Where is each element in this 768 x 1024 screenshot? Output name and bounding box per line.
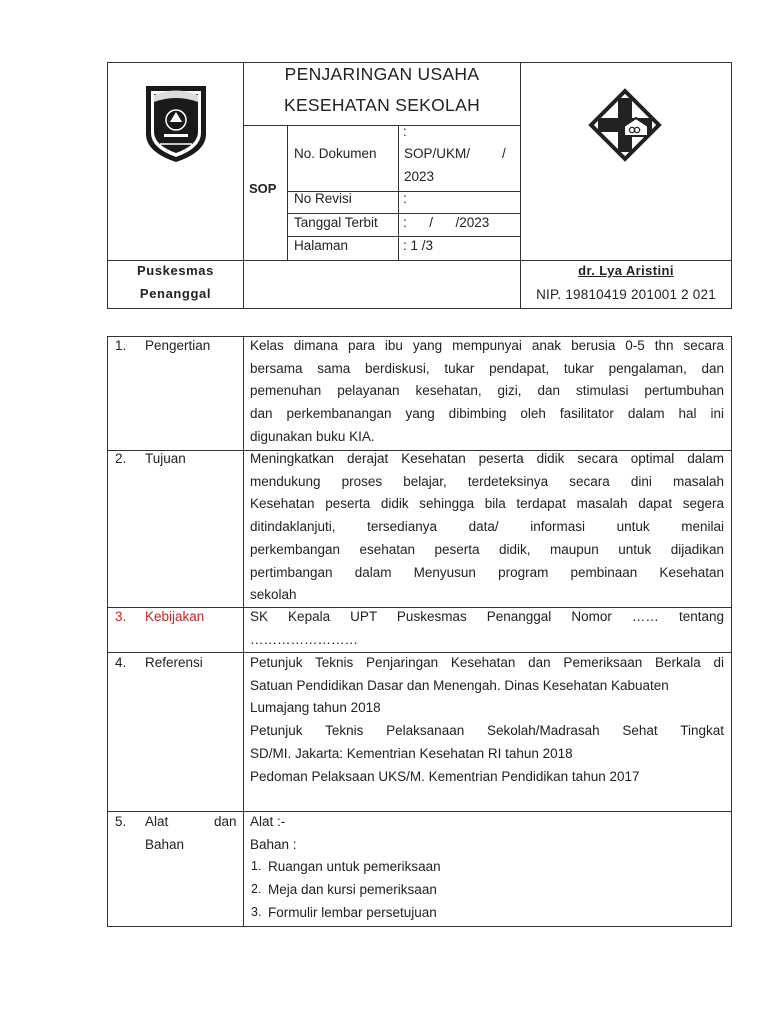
signer-nip: NIP. 19810419 201001 2 021	[536, 287, 716, 302]
field-value-halaman: : 1 /3	[403, 238, 434, 253]
list-item: Formulir lembar persetujuan	[268, 905, 437, 920]
section-title-alat: Alat	[145, 814, 169, 829]
body-line: Pedoman Pelaksaan UKS/M. Kementrian Pendidikan tahun 2017	[250, 768, 640, 784]
org-name-line1: Puskesmas	[137, 263, 214, 278]
section-body	[250, 335, 724, 449]
field-value-no-dokumen-year: 2023	[404, 169, 435, 184]
alat-label: Alat :-	[250, 814, 286, 829]
field-value-no-revisi: :	[403, 191, 407, 206]
field-value-no-dokumen-slash: /	[502, 146, 506, 161]
puskesmas-logo-icon	[588, 88, 662, 162]
section-number: 3.	[115, 609, 127, 624]
section-number: 4.	[115, 655, 127, 670]
body-line: Petunjuk Teknis Pelaksanaan Sekolah/Madrasah Sehat Tingkat	[250, 723, 724, 739]
body-line: perkembangan esehatan peserta didik, maupun untuk dijadikan	[250, 541, 724, 557]
section-title: Tujuan	[145, 451, 186, 466]
section-title-bahan: Bahan	[145, 837, 185, 852]
body-line: Kelas dimana para ibu yang mempunyai anak berusia 0-5 thn secara	[250, 338, 724, 353]
body-line: bersama sama berdiskusi, tukar pendapat, tukar pengalaman, dan	[250, 360, 724, 376]
body-line: Meningkatkan derajat Kesehatan peserta didik secara optimal dalam	[250, 451, 724, 466]
list-item: Meja dan kursi pemeriksaan	[268, 882, 437, 897]
page-title-line2: KESEHATAN SEKOLAH	[283, 95, 481, 115]
signer-name: dr. Lya Aristini	[578, 263, 674, 278]
section-body	[250, 652, 724, 788]
field-label-tanggal-terbit: Tanggal Terbit	[294, 215, 378, 230]
regency-logo-icon	[140, 82, 212, 164]
field-value-no-dokumen: SOP/UKM/	[404, 146, 471, 161]
list-item-number: 2.	[251, 882, 262, 896]
section-number: 1.	[115, 338, 127, 353]
org-name-line2: Penanggal	[139, 286, 212, 301]
sop-label: SOP	[249, 181, 277, 196]
body-line: ditindaklanjuti, tersedianya data/ informasi untuk menilai	[250, 519, 724, 535]
body-line: Petunjuk Teknis Penjaringan Kesehatan dan Pemeriksaan Berkala di	[250, 655, 724, 670]
body-line: Satuan Pendidikan Dasar dan Menengah. Dinas Kesehatan Kabuaten	[250, 677, 669, 693]
section-title-dan: dan	[214, 814, 237, 829]
page-title-line1: PENJARINGAN USAHA	[284, 64, 480, 84]
list-item: Ruangan untuk pemeriksaan	[268, 859, 441, 874]
body-line: pertimbangan dalam Menyusun program pembinaan Kesehatan	[250, 564, 724, 580]
body-line: ……………………	[250, 631, 358, 647]
field-value-tanggal-terbit: : / /2023	[403, 215, 490, 230]
section-body	[250, 606, 724, 651]
list-item-number: 3.	[251, 905, 262, 919]
section-title: Pengertian	[145, 338, 211, 353]
body-line: SK Kepala UPT Puskesmas Penanggal Nomor …… tentang	[250, 609, 724, 624]
body-line: pemenuhan pelayanan kesehatan, gizi, dan stimulasi pertumbuhan	[250, 383, 724, 399]
body-line: mendukung proses belajar, terdeteksinya secara dini masalah	[250, 473, 724, 489]
field-value-no-dokumen-colon: :	[403, 124, 407, 139]
section-number: 2.	[115, 451, 127, 466]
list-item-number: 1.	[251, 859, 262, 873]
body-line: sekolah	[250, 587, 297, 603]
field-label-no-revisi: No Revisi	[294, 191, 352, 206]
body-line: Lumajang tahun 2018	[250, 700, 381, 716]
field-label-no-dokumen: No. Dokumen	[294, 146, 377, 161]
bahan-label: Bahan :	[250, 837, 297, 852]
body-line: Kesehatan peserta didik sehingga bila terdapat masalah dapat segera	[250, 496, 724, 512]
section-title: Referensi	[145, 655, 203, 670]
body-line: digunakan buku KIA.	[250, 428, 375, 444]
section-number: 5.	[115, 814, 127, 829]
body-line: dan perkembanangan yang dibimbing oleh fasilitator dalam hal ini	[250, 406, 724, 422]
section-body	[250, 448, 724, 607]
body-line: SD/MI. Jakarta: Kementrian Kesehatan RI tahun 2018	[250, 745, 573, 761]
field-label-halaman: Halaman	[294, 238, 349, 253]
section-title: Kebijakan	[145, 609, 205, 624]
